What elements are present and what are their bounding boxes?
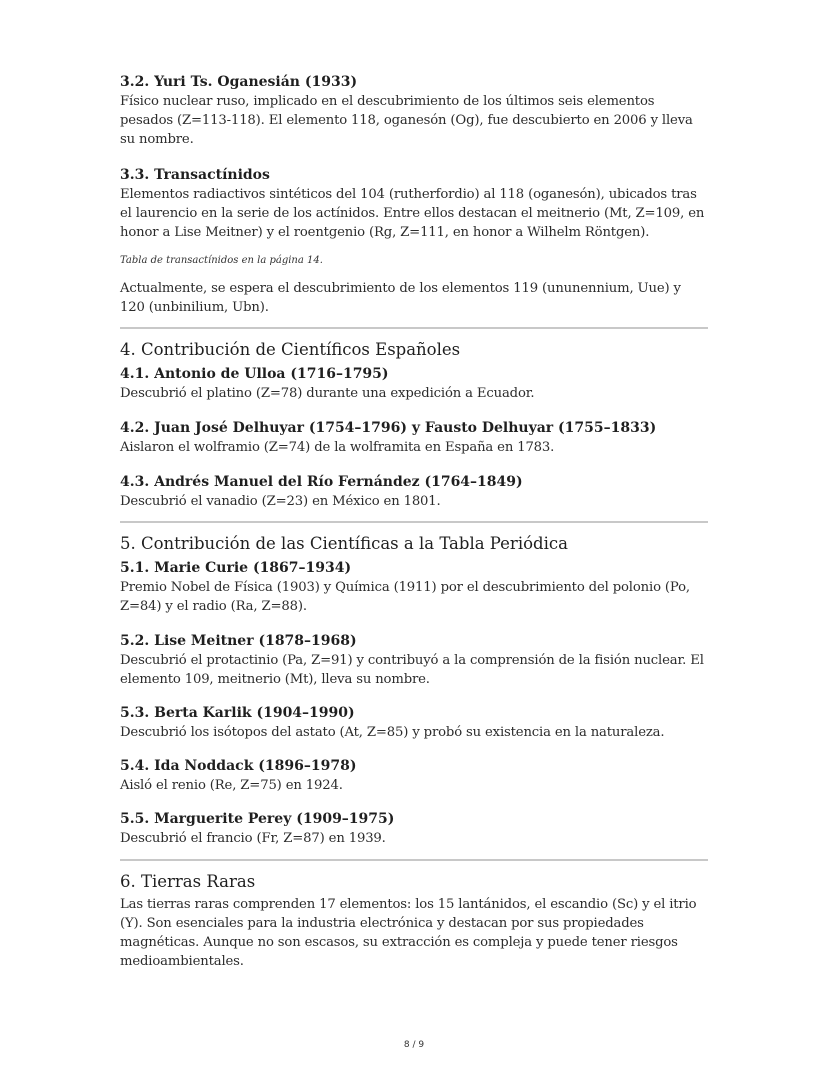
page-number: 8 / 9: [403, 1040, 425, 1050]
subsection-4-3: [120, 472, 708, 511]
subsection-title: 3.2. Yuri Ts. Oganesián (1933): [120, 74, 358, 90]
paragraph: Físico nuclear ruso, implicado en el descubrimiento de los últimos seis elementos pesados (Z=113-118). El elemento 118, oganesón (Og), fue descubierto en 2006 y lleva su nombre.: [120, 94, 693, 148]
table-reference-note: Tabla de transactínidos en la página 14.: [120, 255, 323, 267]
subsection-title: 5.5. Marguerite Perey (1909–1975): [120, 811, 395, 828]
subsection-5-3: [120, 703, 708, 742]
paragraph: Elementos radiactivos sintéticos del 104 (rutherfordio) al 118 (oganesón), ubicados tras el laurencio en la serie de los actínidos. Entre ellos destacan el meitnerio (Mt, Z=109, en honor a Lise Meitner) y el roentgenio (Rg, Z=111, en honor a Wilhelm Röntgen).: [120, 186, 705, 241]
subsection-title: 5.4. Ida Noddack (1896–1978): [120, 758, 357, 775]
paragraph: Las tierras raras comprenden 17 elementos: los 15 lantánidos, el escandio (Sc) y el itrio (Y). Son esenciales para la industria electrónica y destacan por sus propiedades magnéticas. Aunque no son escasos, su extracción es compleja y puede tener riesgos medioambientales.: [120, 896, 697, 970]
section-divider: [120, 327, 708, 329]
subsection-4-2: [120, 418, 708, 457]
subsection-title: 5.2. Lise Meitner (1878–1968): [120, 632, 357, 649]
subsection-5-5: [120, 809, 708, 848]
subsection-title: 4.1. Antonio de Ulloa (1716–1795): [120, 365, 389, 382]
section-divider: [120, 521, 708, 523]
subsection-4-1: [120, 364, 708, 403]
subsection-title: 5.3. Berta Karlik (1904–1990): [120, 705, 355, 722]
subsection-title: 4.2. Juan José Delhuyar (1754–1796) y Fausto Delhuyar (1755–1833): [120, 419, 657, 436]
paragraph: Descubrió el platino (Z=78) durante una expedición a Ecuador.: [120, 385, 535, 401]
subsection-title: 5.1. Marie Curie (1867–1934): [120, 560, 352, 577]
paragraph: Aisló el renio (Re, Z=75) en 1924.: [120, 778, 343, 794]
section-heading-6: 6. Tierras Raras: [120, 871, 256, 891]
paragraph: Descubrió el francio (Fr, Z=87) en 1939.: [120, 831, 386, 847]
paragraph: Descubrió el vanadio (Z=23) en México en 1801.: [120, 494, 441, 510]
document-page: [120, 70, 708, 971]
paragraph: Premio Nobel de Física (1903) y Química (1911) por el descubrimiento del polonio (Po, Z=84) y el radio (Ra, Z=88).: [120, 580, 690, 615]
section-heading-5: 5. Contribución de las Científicas a la Tabla Periódica: [120, 534, 568, 554]
subsection-title: 3.3. Transactínidos: [120, 166, 270, 183]
section-divider: [120, 859, 708, 861]
subsection-3-3: [120, 165, 708, 318]
section-heading-4: 4. Contribución de Científicos Españoles: [120, 339, 461, 359]
subsection-3-2: [120, 72, 708, 150]
paragraph: Aislaron el wolframio (Z=74) de la wolframita en España en 1783.: [120, 439, 555, 455]
subsection-5-4: [120, 756, 708, 795]
subsection-5-2: [120, 631, 708, 689]
paragraph: Descubrió los isótopos del astato (At, Z=85) y probó su existencia en la naturaleza.: [120, 725, 665, 741]
paragraph: Descubrió el protactinio (Pa, Z=91) y contribuyó a la comprensión de la fisión nuclear. El elemento 109, meitnerio (Mt), lleva su nombre.: [120, 652, 704, 687]
subsection-title: 4.3. Andrés Manuel del Río Fernández (1764–1849): [120, 474, 523, 491]
paragraph: Actualmente, se espera el descubrimiento de los elementos 119 (ununennium, Uue) y 120 (unbinilium, Ubn).: [120, 281, 681, 316]
subsection-5-1: [120, 558, 708, 616]
